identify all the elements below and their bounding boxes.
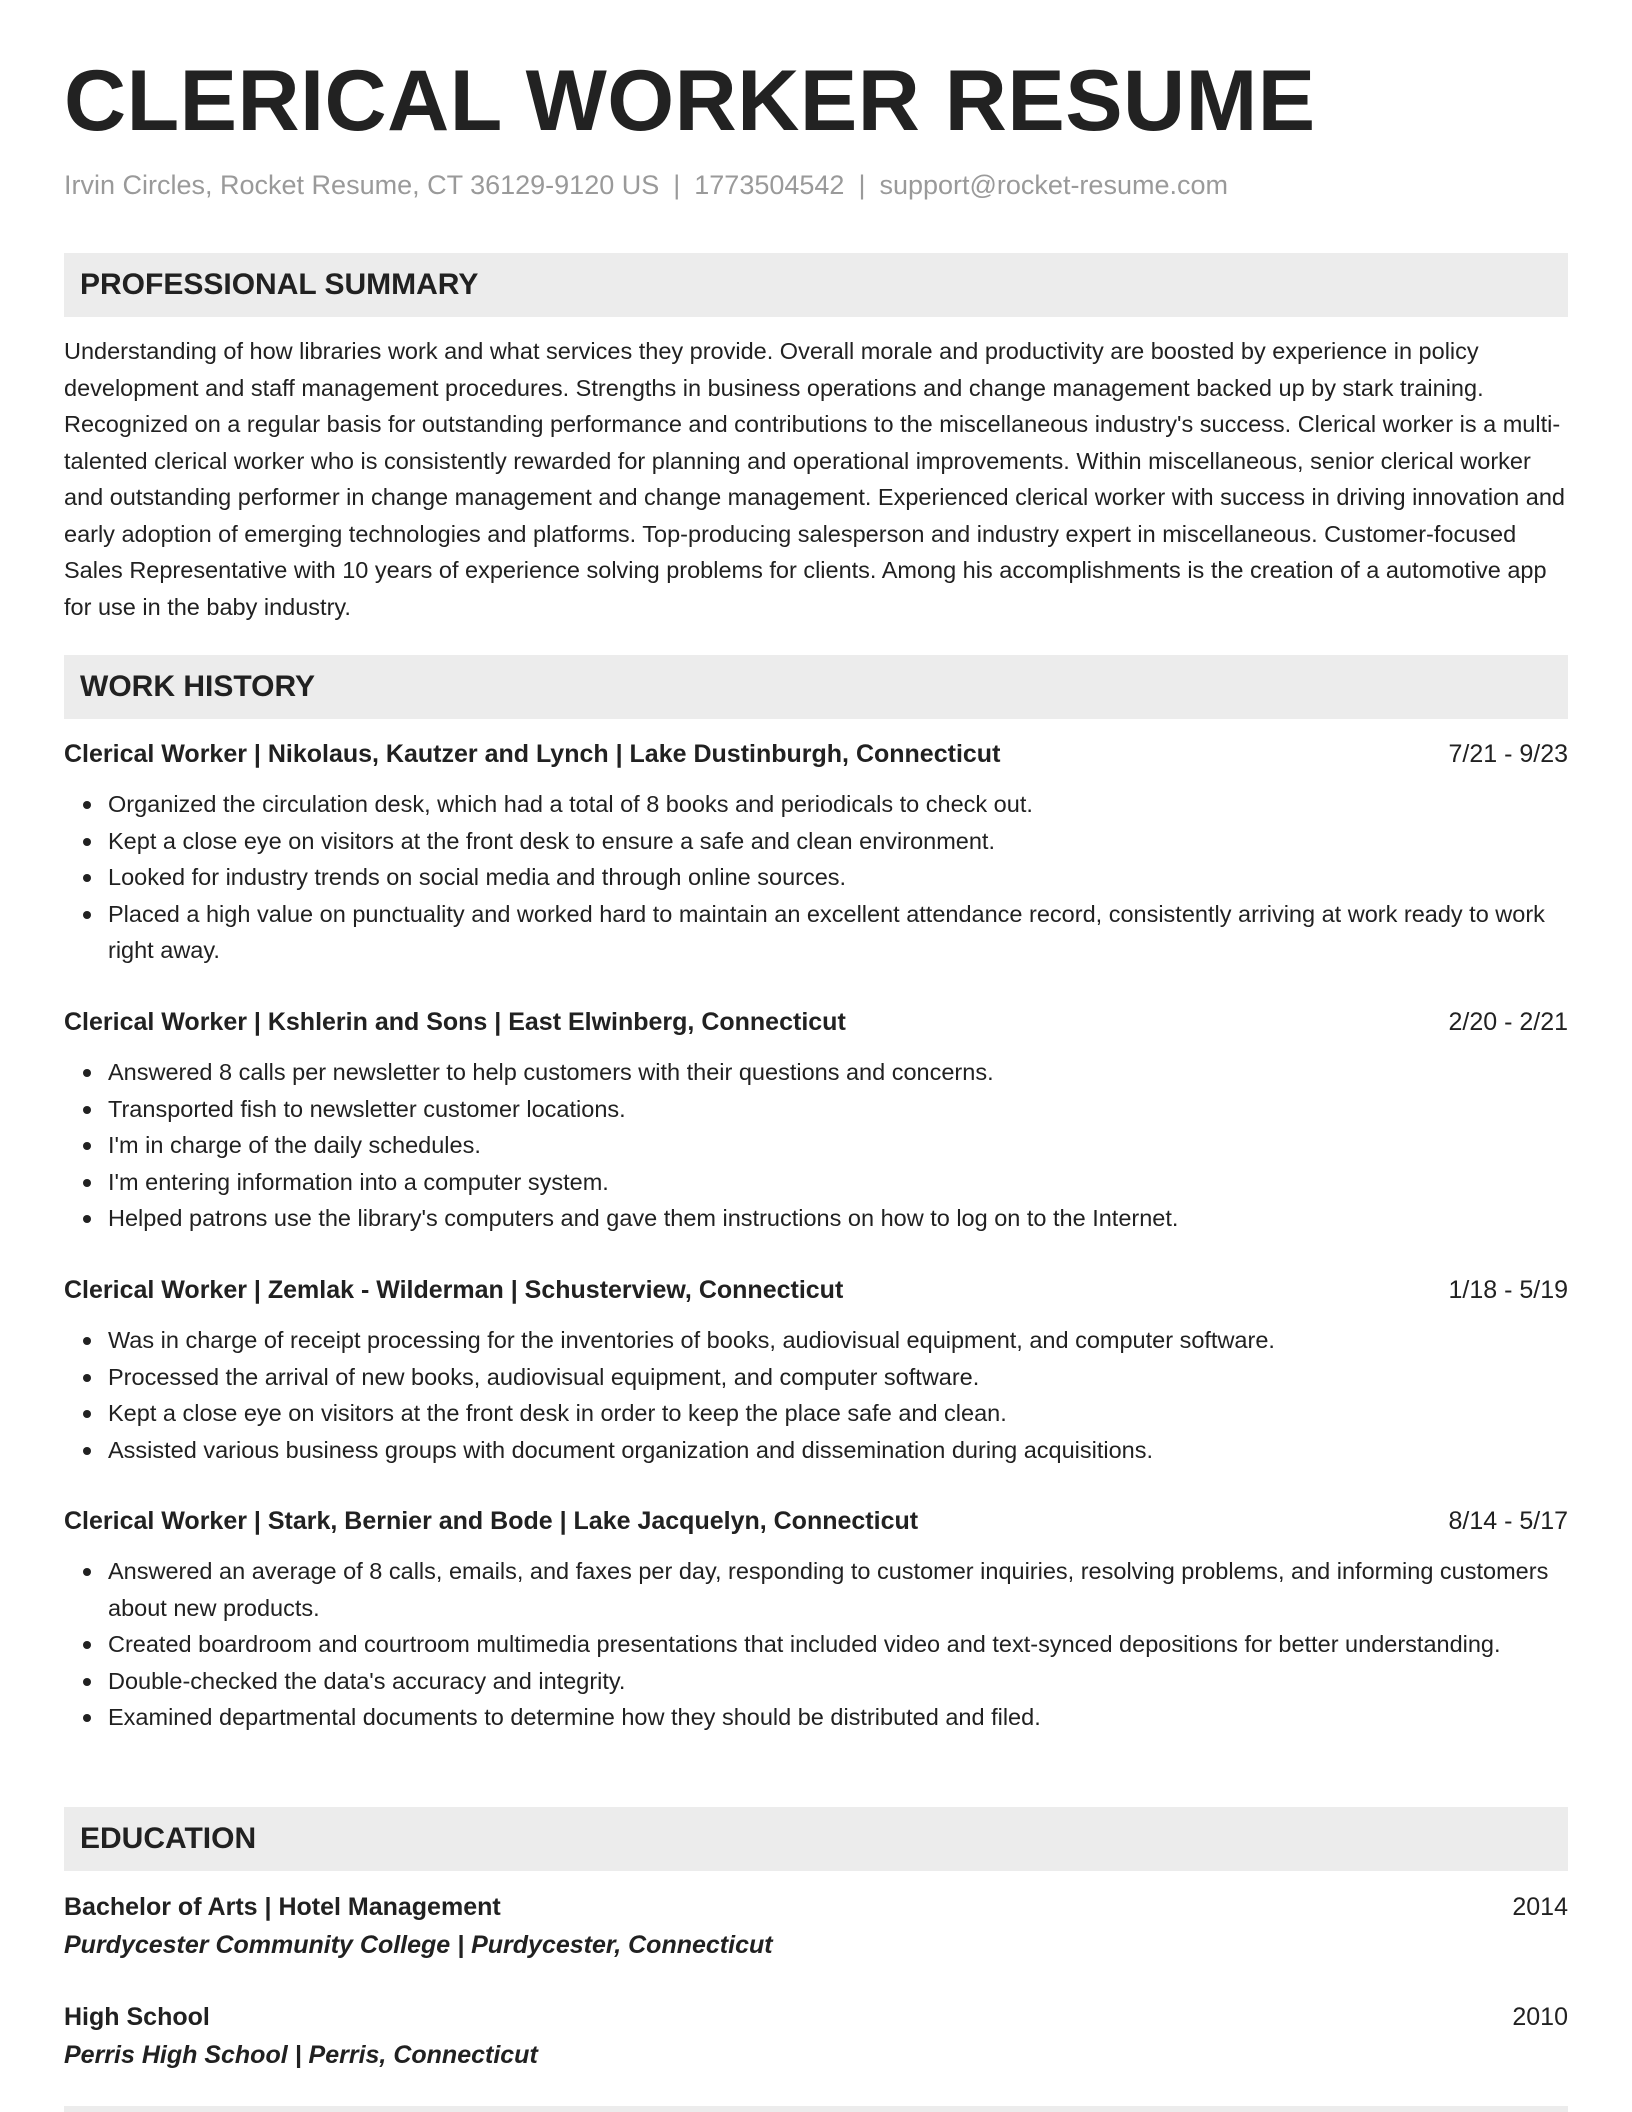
contact-separator: |	[673, 170, 681, 200]
job-bullet: Kept a close eye on visitors at the front desk in order to keep the place safe and clean.	[108, 1395, 1568, 1432]
job-bullet: Organized the circulation desk, which had a total of 8 books and periodicals to check out.	[108, 786, 1568, 823]
job-title: Clerical Worker | Kshlerin and Sons | East Elwinberg, Connecticut	[64, 1008, 846, 1036]
job-entry	[64, 1503, 1568, 1736]
education-entry	[64, 1889, 1568, 1965]
job-bullets	[64, 1054, 1568, 1237]
contact-email: support@rocket-resume.com	[879, 170, 1228, 200]
job-bullet: Examined departmental documents to determine how they should be distributed and filed.	[108, 1699, 1568, 1736]
job-bullet: Answered 8 calls per newsletter to help customers with their questions and concerns.	[108, 1054, 1568, 1091]
contact-line	[64, 168, 1228, 203]
job-bullets	[64, 1322, 1568, 1468]
job-bullet: Double-checked the data's accuracy and integrity.	[108, 1663, 1568, 1700]
job-bullet: Processed the arrival of new books, audiovisual equipment, and computer software.	[108, 1359, 1568, 1396]
section-heading-summary: PROFESSIONAL SUMMARY	[64, 253, 1568, 317]
job-dates: 7/21 - 9/23	[1448, 740, 1568, 768]
job-entry	[64, 1004, 1568, 1237]
job-bullet: Placed a high value on punctuality and worked hard to maintain an excellent attendance record, consistently arriving at work ready to work right away.	[108, 896, 1568, 969]
education-header	[64, 1889, 1568, 1925]
bottom-divider	[64, 2106, 1568, 2112]
contact-separator: |	[858, 170, 866, 200]
education-header	[64, 1999, 1568, 2035]
section-heading-education: EDUCATION	[64, 1807, 1568, 1871]
education-entry	[64, 1999, 1568, 2075]
section-heading-work-history: WORK HISTORY	[64, 655, 1568, 719]
job-bullet: Kept a close eye on visitors at the front desk to ensure a safe and clean environment.	[108, 823, 1568, 860]
job-dates: 1/18 - 5/19	[1448, 1276, 1568, 1304]
contact-address: Irvin Circles, Rocket Resume, CT 36129-9120 US	[64, 170, 660, 200]
job-entry	[64, 736, 1568, 969]
education-year: 2010	[1512, 2003, 1568, 2031]
job-header	[64, 736, 1568, 772]
job-bullets	[64, 1553, 1568, 1736]
education-school: Perris High School | Perris, Connecticut	[64, 2041, 538, 2069]
job-title: Clerical Worker | Stark, Bernier and Bode | Lake Jacquelyn, Connecticut	[64, 1507, 919, 1535]
job-entry	[64, 1272, 1568, 1468]
job-bullets	[64, 786, 1568, 969]
education-year: 2014	[1512, 1893, 1568, 1921]
job-bullet: Answered an average of 8 calls, emails, and faxes per day, responding to customer inquiries, resolving problems, and informing customers about new products.	[108, 1553, 1568, 1626]
education-school: Purdycester Community College | Purdycester, Connecticut	[64, 1931, 773, 1959]
job-header	[64, 1004, 1568, 1040]
job-bullet: Helped patrons use the library's computers and gave them instructions on how to log on to the Internet.	[108, 1200, 1568, 1237]
job-title: Clerical Worker | Zemlak - Wilderman | Schusterview, Connecticut	[64, 1276, 844, 1304]
job-bullet: I'm entering information into a computer system.	[108, 1164, 1568, 1201]
contact-phone: 1773504542	[694, 170, 845, 200]
job-dates: 8/14 - 5/17	[1448, 1507, 1568, 1535]
resume-title: CLERICAL WORKER RESUME	[64, 53, 1316, 149]
summary-text: Understanding of how libraries work and what services they provide. Overall morale and productivity are boosted by experience in policy development and staff management procedures. Strengths in business operations and change management backed up by stark training. Recognized on a regular basis for outstanding performance and contributions to the miscellaneous industry's success. Clerical worker is a multi-talented clerical worker who is consistently rewarded for planning and operational improvements. Within miscellaneous, senior clerical worker and outstanding performer in change management and change management. Experienced clerical worker with success in driving innovation and early adoption of emerging technologies and platforms. Top-producing salesperson and industry expert in miscellaneous. Customer-focused Sales Representative with 10 years of experience solving problems for clients. Among his accomplishments is the creation of a automotive app for use in the baby industry.	[64, 338, 1565, 620]
job-header	[64, 1503, 1568, 1539]
job-header	[64, 1272, 1568, 1308]
job-bullet: Assisted various business groups with document organization and dissemination during acquisitions.	[108, 1432, 1568, 1469]
education-degree: High School	[64, 2003, 210, 2031]
education-degree: Bachelor of Arts | Hotel Management	[64, 1893, 501, 1921]
job-title: Clerical Worker | Nikolaus, Kautzer and Lynch | Lake Dustinburgh, Connecticut	[64, 740, 1001, 768]
job-bullet: Was in charge of receipt processing for the inventories of books, audiovisual equipment, and computer software.	[108, 1322, 1568, 1359]
job-bullet: Transported fish to newsletter customer locations.	[108, 1091, 1568, 1128]
job-bullet: I'm in charge of the daily schedules.	[108, 1127, 1568, 1164]
job-dates: 2/20 - 2/21	[1448, 1008, 1568, 1036]
job-bullet: Looked for industry trends on social media and through online sources.	[108, 859, 1568, 896]
job-bullet: Created boardroom and courtroom multimedia presentations that included video and text-synced depositions for better understanding.	[108, 1626, 1568, 1663]
